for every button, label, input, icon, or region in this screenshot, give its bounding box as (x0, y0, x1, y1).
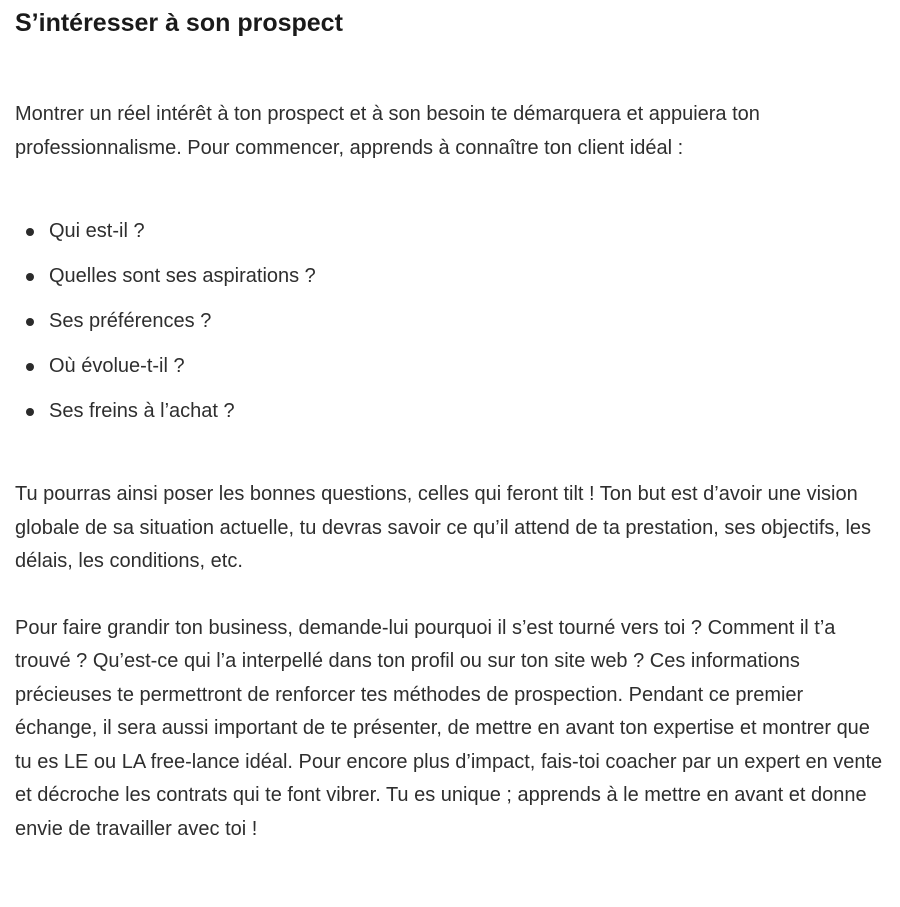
bullet-icon (26, 228, 34, 236)
intro-paragraph: Montrer un réel intérêt à ton prospect et à son besoin te démarquera et appuiera ton professionnalisme. Pour commencer, apprends à connaître ton client idéal : (15, 103, 760, 159)
bullet-icon (26, 273, 34, 281)
list-item (15, 209, 886, 254)
list-item-text: Qui est-il ? (49, 220, 145, 242)
bullet-icon (26, 363, 34, 371)
list-item-text: Ses freins à l’achat ? (49, 400, 235, 422)
list-item-text: Où évolue-t-il ? (49, 355, 185, 377)
article-title: S’intéresser à son prospect (15, 9, 343, 37)
list-item (15, 299, 886, 344)
list-item (15, 389, 886, 434)
questions-list (15, 209, 886, 434)
paragraph-business: Pour faire grandir ton business, demande-lui pourquoi il s’est tourné vers toi ? Comment il t’a trouvé ? Qu’est-ce qui l’a interpellé dans ton profil ou sur ton site web ? Ces informations précieuses te permettront de renforcer tes méthodes de prospection. Pendant ce premier échange, il sera aussi important de te présenter, de mettre en avant ton expertise et montrer que tu es LE ou LA free-lance idéal. Pour encore plus d’impact, fais-toi coacher par un expert en vente et décroche les contrats qui te font vibrer. Tu es unique ; apprends à le mettre en avant et donne envie de travailler avec toi ! (15, 616, 883, 840)
list-item (15, 344, 886, 389)
paragraph-goals: Tu pourras ainsi poser les bonnes questions, celles qui feront tilt ! Ton but est d’avoir une vision globale de sa situation actuelle, tu devras savoir ce qu’il attend de ta prestation, ses objectifs, les délais, les conditions, etc. (15, 483, 872, 572)
list-item-text: Ses préférences ? (49, 310, 212, 332)
list-item-text: Quelles sont ses aspirations ? (49, 265, 316, 287)
list-item (15, 254, 886, 299)
bullet-icon (26, 318, 34, 326)
bullet-icon (26, 408, 34, 416)
